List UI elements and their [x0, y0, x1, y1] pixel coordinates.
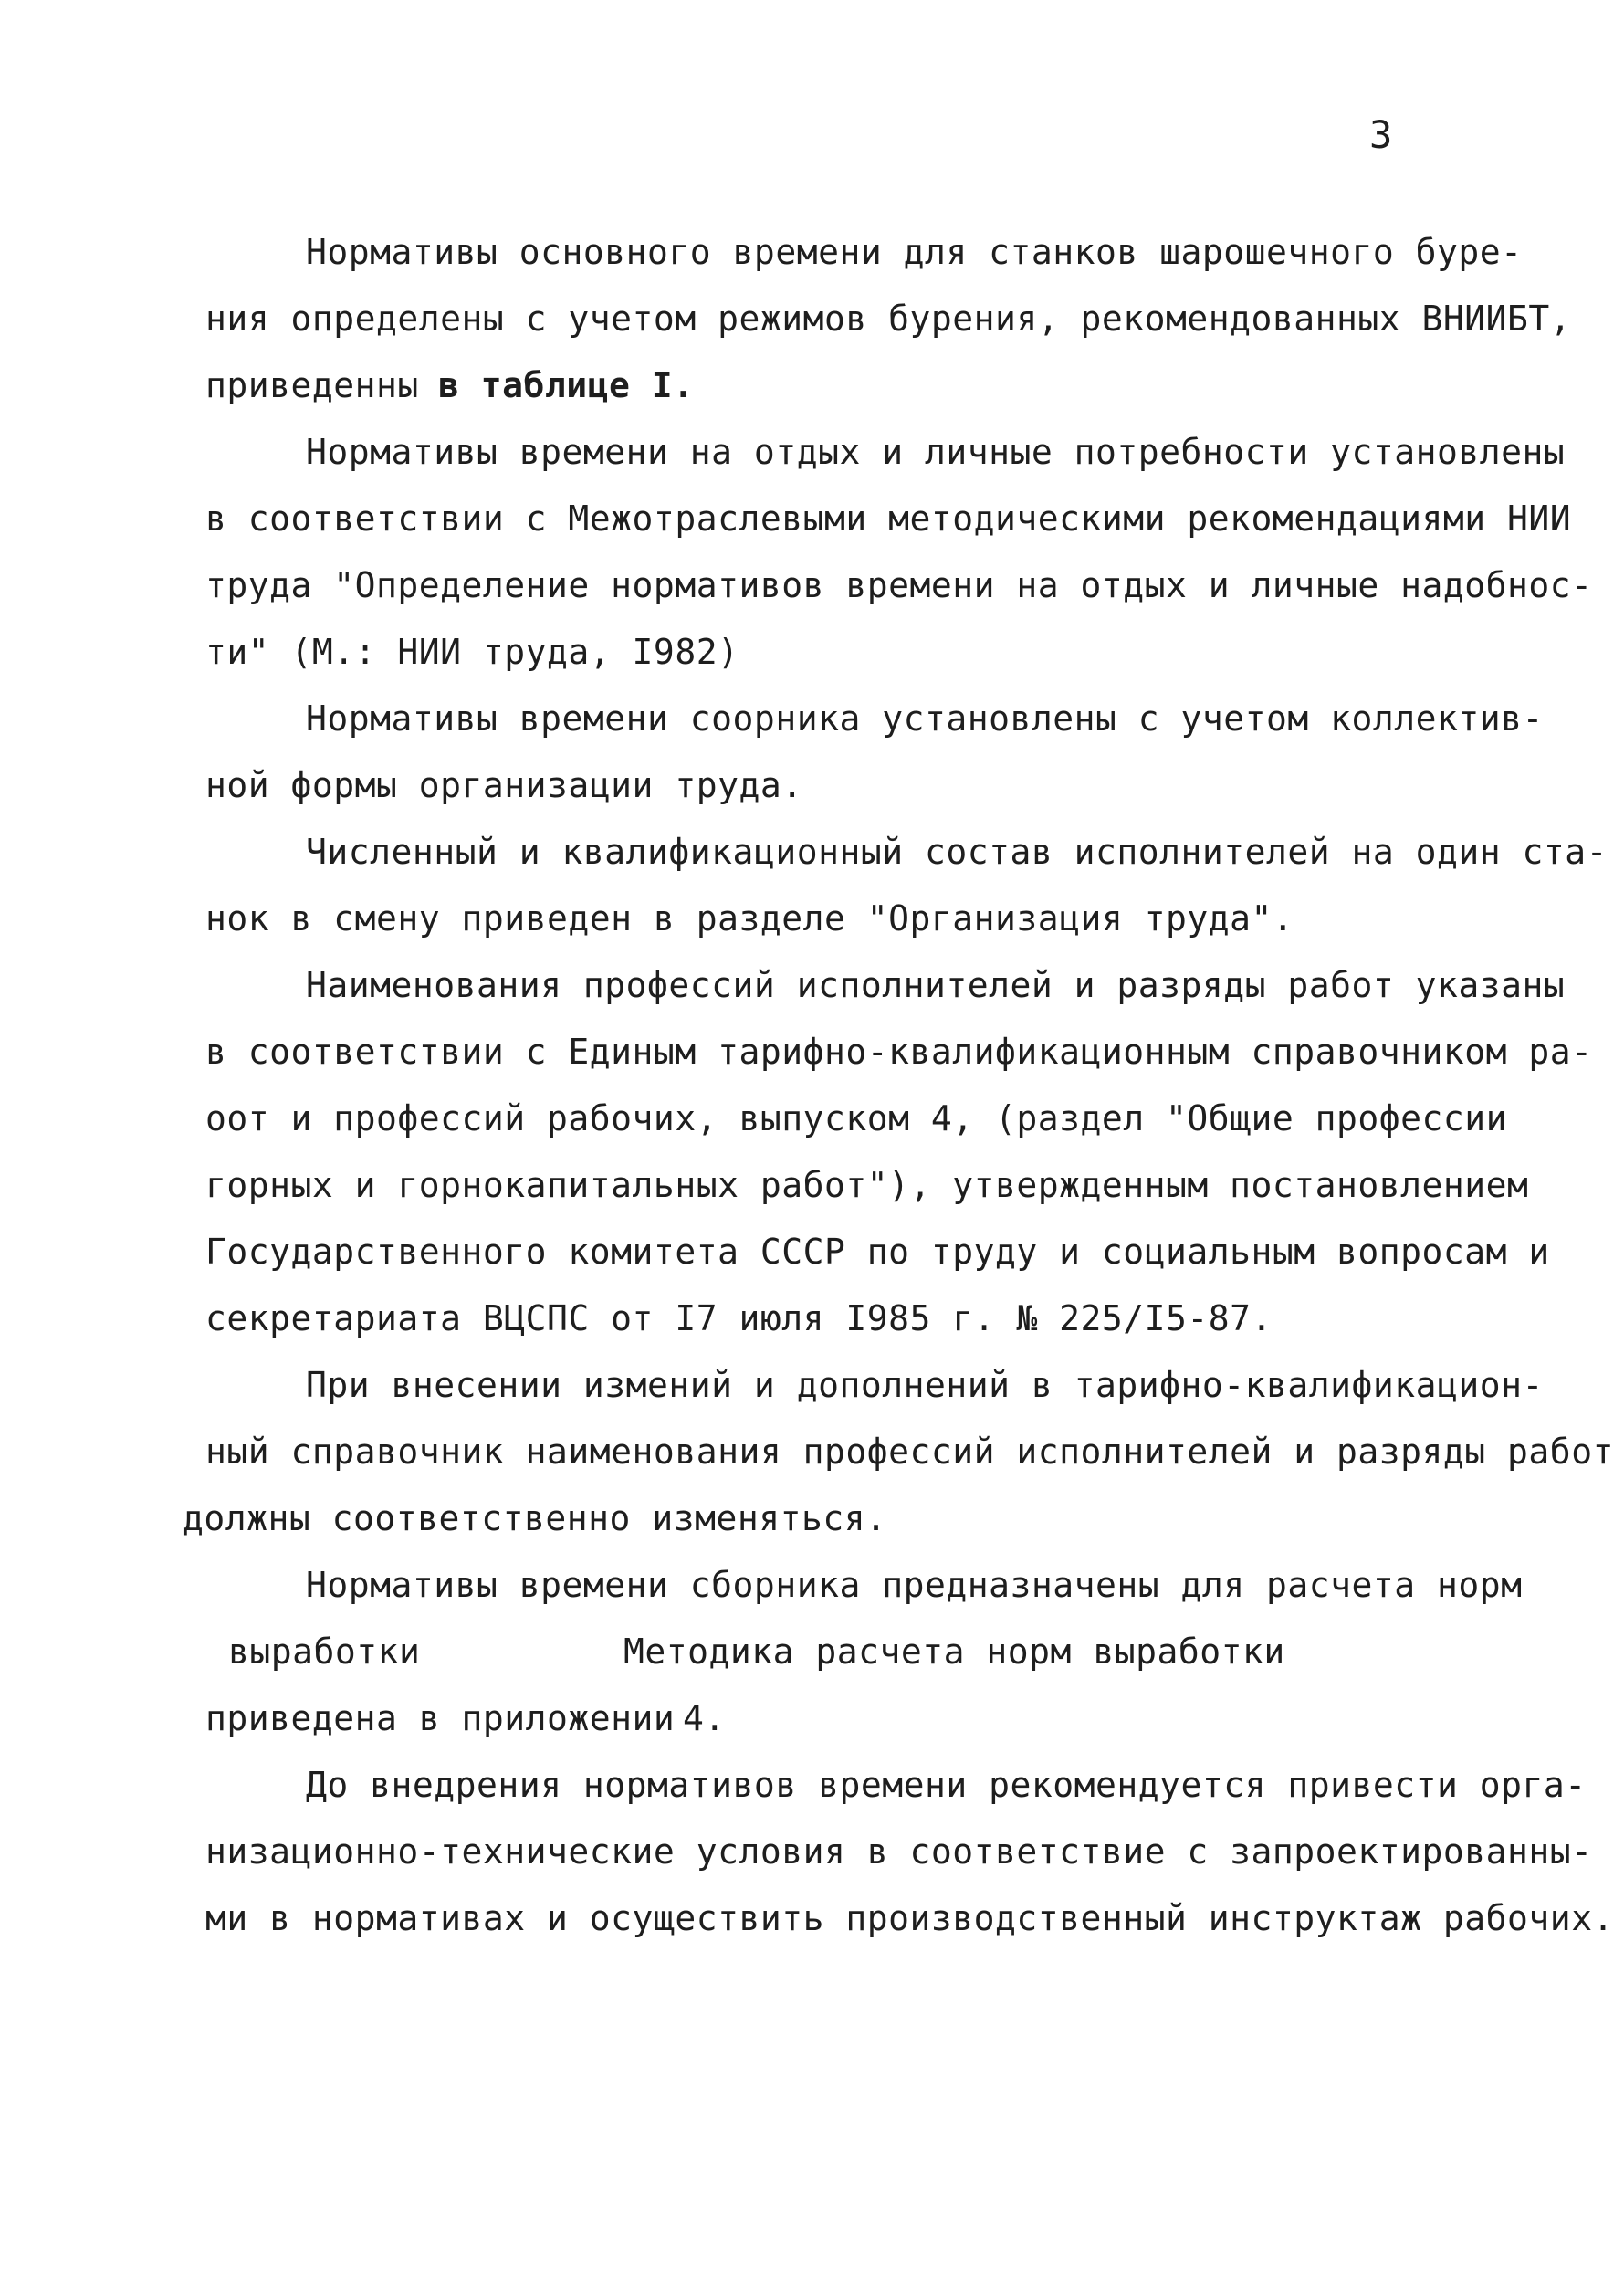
text-line: в таблице I. [438, 365, 695, 405]
text-line: ной формы организации труда. [205, 765, 803, 805]
text-line: приведена в приложении [205, 1698, 676, 1738]
text-line: ный справочник наименования профессий исполнителей и разряды работ [205, 1432, 1614, 1472]
text-line: в соответствии с Межотраслевыми методическими рекомендациями НИИ [205, 498, 1572, 539]
text-line: Нормативы времени сборника предназначены для расчета норм [306, 1565, 1523, 1605]
text-line: Нормативы основного времени для станков шарошечного буре- [306, 232, 1523, 272]
text-line: горных и горнокапитальных работ"), утвержденным постановлением [205, 1165, 1529, 1205]
text-line: Государственного комитета СССР по труду и социальным вопросам и [205, 1232, 1550, 1272]
text-line: должны соответственно изменяться. [183, 1498, 887, 1538]
text-line: Численный и квалификационный состав исполнителей на один ста- [306, 832, 1608, 872]
text-line: низационно-технические условия в соответствие с запроектированны- [205, 1831, 1593, 1872]
text-line: приведенны [205, 365, 419, 405]
text-line: оот и профессий рабочих, выпуском 4, (раздел "Общие профессии [205, 1098, 1508, 1138]
text-line: выработки [228, 1631, 421, 1672]
text-line: Нормативы времени на отдых и личные потребности установлены [306, 432, 1566, 472]
text-line: Нормативы времени соорника установлены с учетом коллектив- [306, 698, 1544, 739]
text-line: в соответствии с Единым тарифно-квалификационным справочником ра- [205, 1032, 1593, 1072]
page-number: 3 [1369, 112, 1393, 157]
text-line: труда "Определение нормативов времени на отдых и личные надобнос- [205, 565, 1593, 605]
text-line: ми в нормативах и осуществить производственный инструктаж рабочих. [205, 1898, 1614, 1938]
text-line: До внедрения нормативов времени рекомендуется привести орга- [306, 1765, 1587, 1805]
text-line: При внесении измений и дополнений в тарифно-квалификацион- [306, 1365, 1544, 1405]
text-line: Методика расчета норм выработки [623, 1631, 1285, 1672]
text-line: ти" (М.: НИИ труда, I982) [205, 632, 739, 672]
text-line: секретариата ВЦСПС от I7 июля I985 г. № 225/I5-87. [205, 1298, 1273, 1338]
text-line: нок в смену приведен в разделе "Организация труда". [205, 898, 1294, 939]
text-line: 4. [683, 1698, 726, 1738]
text-line: ния определены с учетом режимов бурения, рекомендованных ВНИИБТ, [205, 299, 1572, 339]
text-line: Наименования профессий исполнителей и разряды работ указаны [306, 965, 1566, 1005]
